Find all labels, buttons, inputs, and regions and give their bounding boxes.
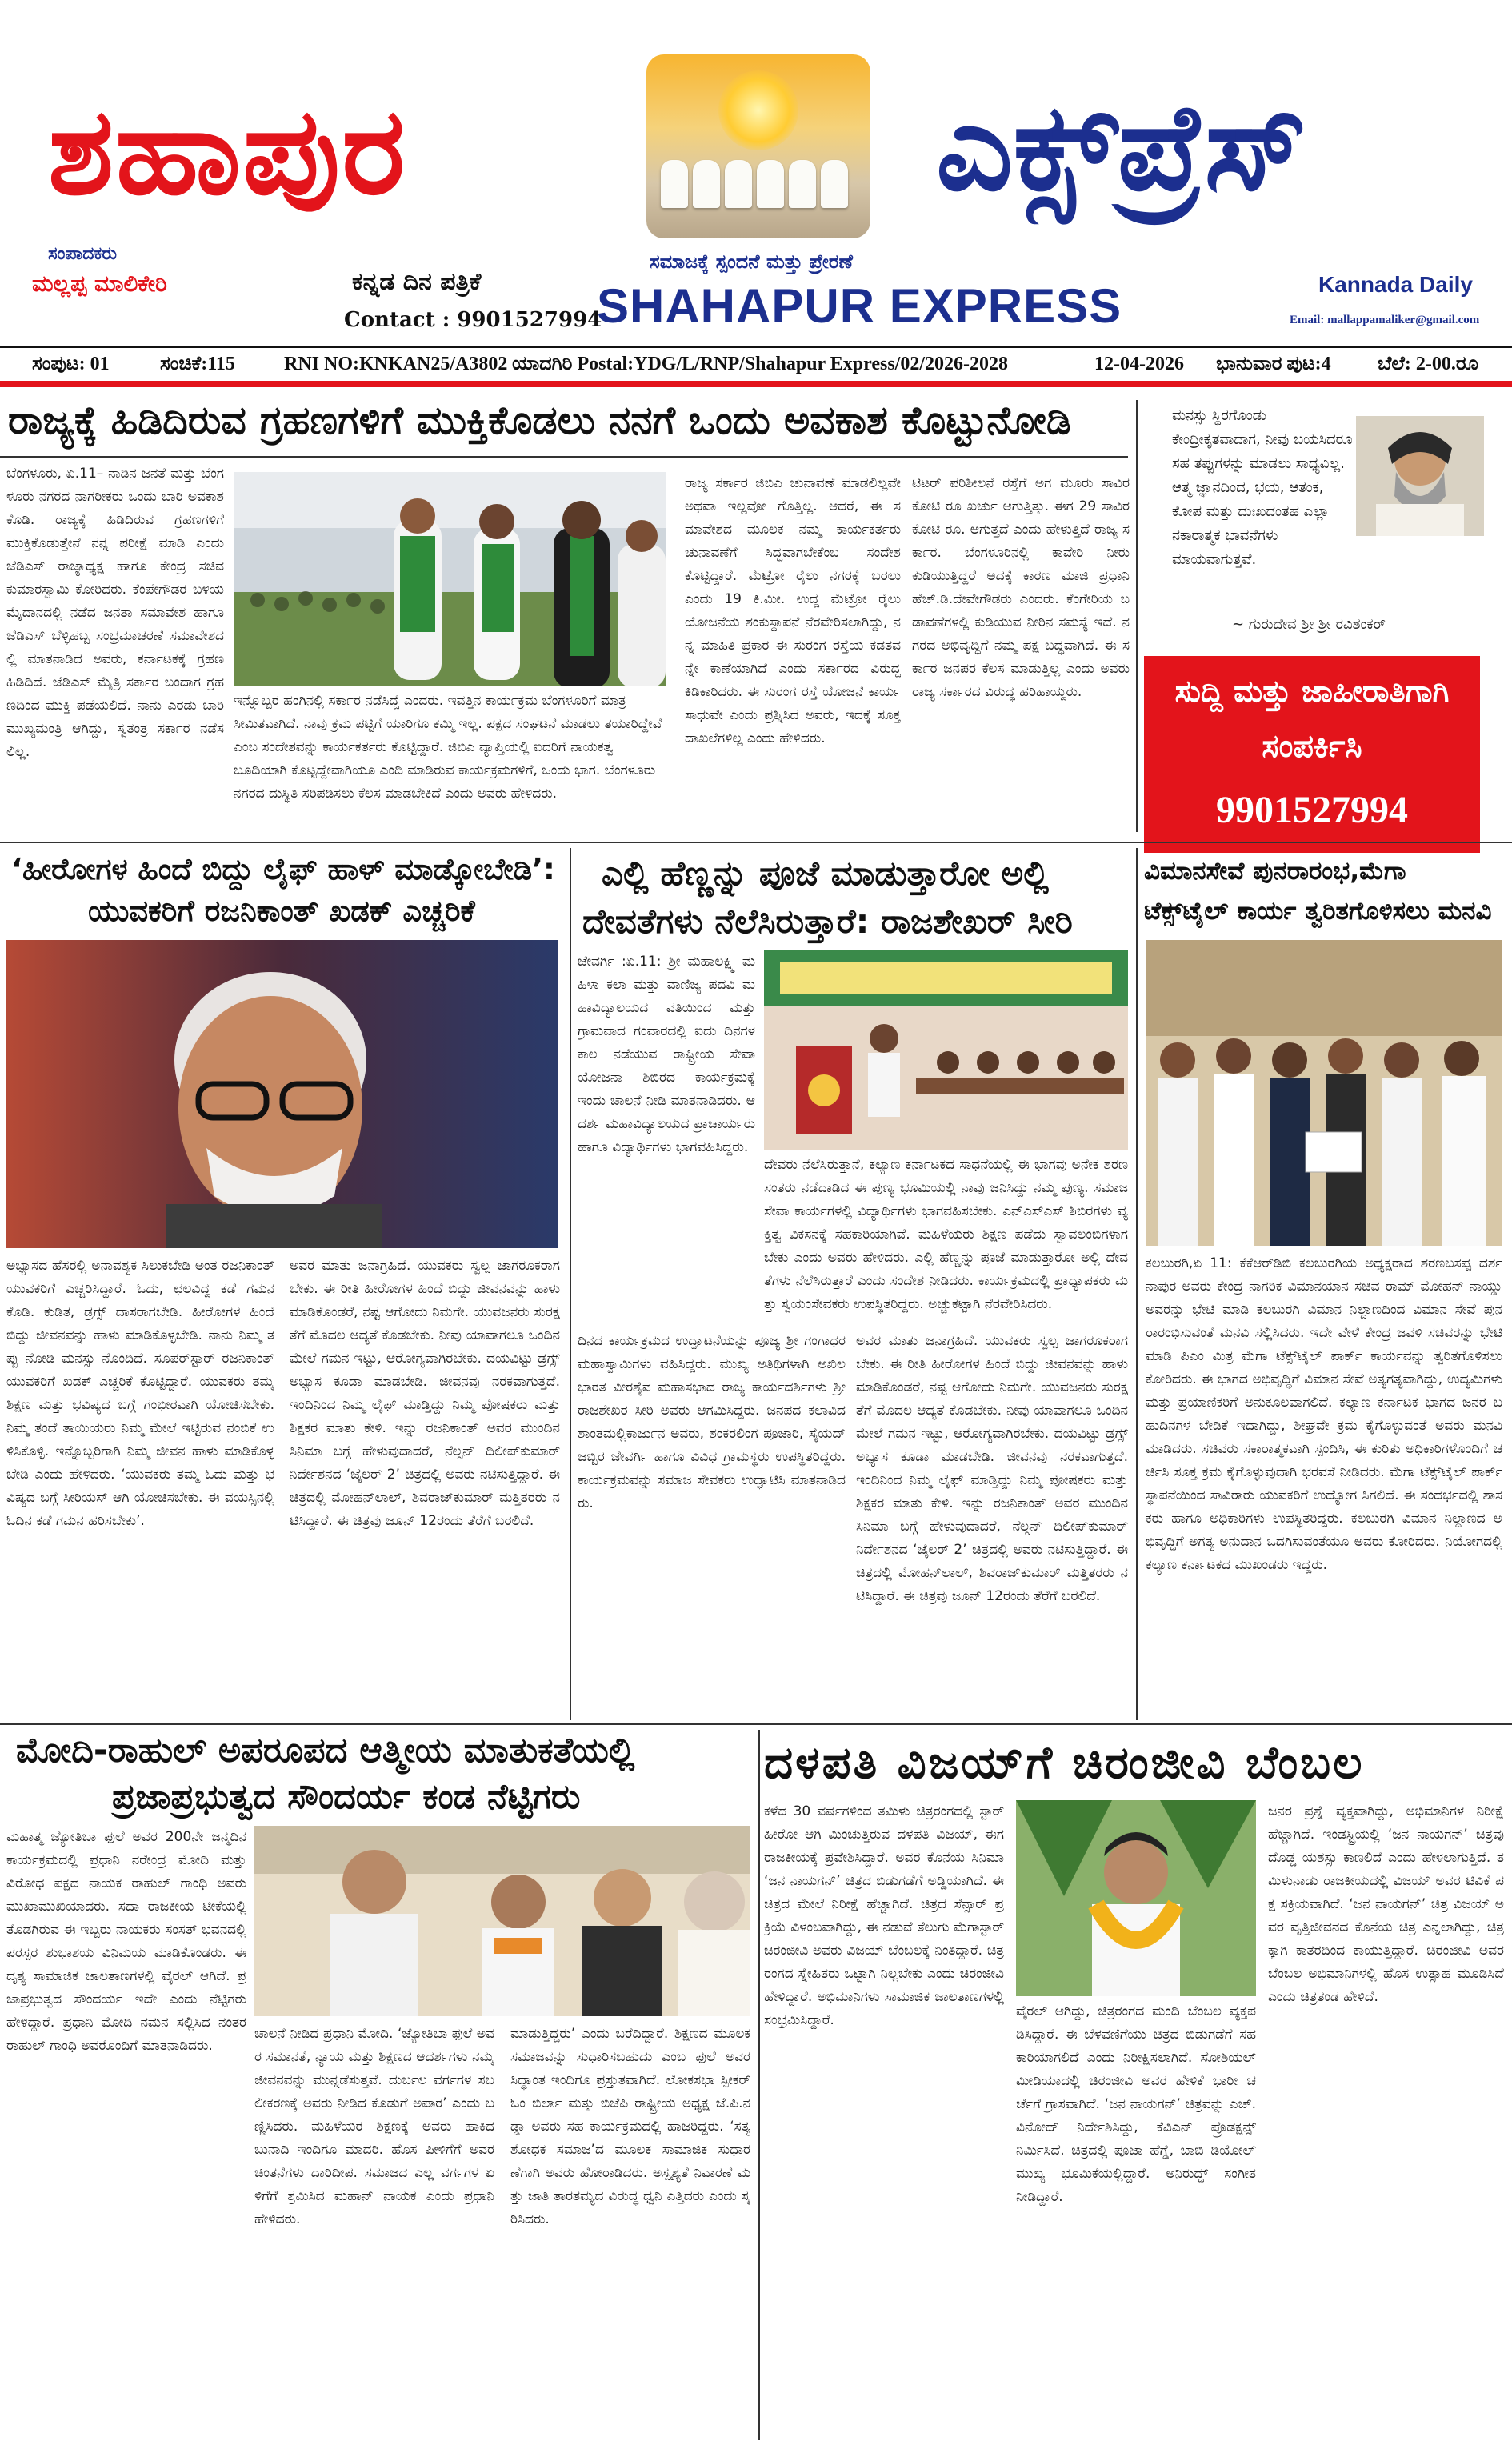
vijay-column-2: ವೈರಲ್ ಆಗಿದ್ದು, ಚಿತ್ರರಂಗದ ಮಂದಿ ಬೆಂಬಲ ವ್ಯಕ್ತಪಡಿಸಿದ್ದಾರೆ. ಈ ಬೆಳವಣಿಗೆಯು ಚಿತ್ರದ ಬಿಡುಗಡೆಗೆ ಸಹಕಾರಿಯಾಗಲಿದೆ ಎಂದು ನಿರೀಕ್ಷಿಸಲಾಗಿದೆ. ಸೋಶಿಯಲ್ ಮೀಡಿಯಾದಲ್ಲಿ ಚಿರಂಜೀವಿ ಅವರ ಹೇಳಿಕೆ ಭಾರೀ ಚರ್ಚೆಗೆ ಗ್ರಾಸವಾಗಿದೆ. ‘ಜನ ನಾಯಗನ್’ ಚಿತ್ರವನ್ನು ಎಚ್.ವಿನೋದ್ ನಿರ್ದೇಶಿಸಿದ್ದು, ಕೆವಿಎನ್ ಪ್ರೊಡಕ್ಷನ್ಸ್ ನಿರ್ಮಿಸಿದೆ. ಚಿತ್ರದಲ್ಲಿ ಪೂಜಾ ಹೆಗ್ಡೆ, ಬಾಬಿ ಡಿಯೋಲ್ ಮುಖ್ಯ ಭೂಮಿಕೆಯಲ್ಲಿದ್ದಾರೆ. ಅನಿರುದ್ಧ್ ಸಂಗೀತ ನೀಡಿದ್ದಾರೆ. xyxy=(1016,2003,1256,2205)
divider xyxy=(1136,848,1138,1720)
puja-column-2: ದಿನದ ಕಾರ್ಯಕ್ರಮದ ಉದ್ಘಾಟನೆಯನ್ನು ಪೂಜ್ಯ ಶ್ರೀ ಗಂಗಾಧರ ಮಹಾಸ್ವಾಮಿಗಳು ವಹಿಸಿದ್ದರು. ಮುಖ್ಯ ಅತಿಥಿಗಳಾಗಿ ಅಖಿಲ ಭಾರತ ವೀರಶೈವ ಮಹಾಸಭಾದ ರಾಜ್ಯ ಕಾರ್ಯದರ್ಶಿಗಳು ಶ್ರೀ ರಾಜಶೇಖರ ಸೀರಿ ಅವರು ಆಗಮಿಸಿದ್ದರು. ಜನಪದ ಕಲಾವಿದ ಶಾಂತಮಲ್ಲಿಕಾರ್ಜುನ ಅವರು, ಶಂಕರಲಿಂಗ ಪೂಜಾರಿ, ಸೈಯದ್ ಜಬ್ಬಿರ ಜೇವರ್ಗಿ ಹಾಗೂ ವಿವಿಧ ಗ್ರಾಮಸ್ಥರು ಉಪಸ್ಥಿತರಿದ್ದರು. ಕಾರ್ಯಕ್ರಮವನ್ನು ಸಮಾಜ ಸೇವಕರು ಉದ್ಘಾಟಿಸಿ ಮಾತನಾಡಿದರು. xyxy=(578,1333,846,1511)
sun-icon xyxy=(718,70,798,150)
divider xyxy=(1136,400,1138,832)
email-address: Email: mallappamaliker@gmail.com xyxy=(1290,314,1480,326)
day-pages: ಭಾನುವಾರ ಪುಟ:4 xyxy=(1216,354,1331,374)
puja-column-3: ಅವರ ಮಾತು ಜನಾಗ್ರಹಿದೆ. ಯುವಕರು ಸ್ವಲ್ಪ ಜಾಗರೂಕರಾಗಬೇಕು. ಈ ರೀತಿ ಹೀರೋಗಳ ಹಿಂದೆ ಬಿದ್ದು ಜೀವನವನ್ನು ಹಾಳು ಮಾಡಿಕೊಂಡರೆ, ನಷ್ಟ ಆಗೋದು ನಿಮಗೇ. ಯುವಜನರು ಸುರಕ್ಷತೆಗೆ ಮೊದಲ ಆದ್ಯತೆ ಕೊಡಬೇಕು. ನೀವು ಯಾವಾಗಲೂ ಒಂದಿನ ಮೇಲೆ ಗಮನ ಇಟ್ಟು, ಆರೋಗ್ಯವಾಗಿರಬೇಕು. ದಯವಿಟ್ಟು ಡ್ರಗ್ಸ್ ಅಭ್ಯಾಸ ಕೂಡಾ ಮಾಡಬೇಡಿ. ಜೀವನವು ನರಕವಾಗುತ್ತದೆ. ಇಂದಿನಿಂದ ನಿಮ್ಮ ಲೈಫ್ ಮಾಡ್ತಿದ್ದು ನಿಮ್ಮ ಪೋಷಕರು ಮತ್ತು ಶಿಕ್ಷಕರ ಮಾತು ಕೇಳಿ. ಇನ್ನು ರಜನಿಕಾಂತ್ ಅವರ ಮುಂದಿನ ಸಿನಿಮಾ ಬಗ್ಗೆ ಹೇಳುವುದಾದರೆ, ನೆಲ್ಸನ್ ದಿಲೀಪ್‌ಕುಮಾರ್ ನಿರ್ದೇಶನದ ‘ಜೈಲರ್ 2’ ಚಿತ್ರದಲ್ಲಿ ಅವರು ನಟಿಸುತ್ತಿದ್ದಾರೆ. ಈ ಚಿತ್ರದಲ್ಲಿ ಮೋಹನ್‌ಲಾಲ್, ಶಿವರಾಜ್‌ಕುಮಾರ್ ಮತ್ತಿತರರು ನಟಿಸಿದ್ದಾರೆ. ಈ ಚಿತ್ರವು ಜೂನ್ 12ರಂದು ತೆರೆಗೆ ಬರಲಿದೆ. xyxy=(856,1333,1128,1604)
volume: ಸಂಪುಟ: 01 xyxy=(32,354,110,374)
price: ಬೆಲೆ: 2-00.ರೂ xyxy=(1378,354,1478,374)
quote-text: ಮನಸ್ಸು ಸ್ಥಿರಗೊಂಡು ಕೇಂದ್ರೀಕೃತವಾದಾಗ, ನೀವು ಬಯಸಿದರೂ ಸಹ ತಪ್ಪುಗಳನ್ನು ಮಾಡಲು ಸಾಧ್ಯವಿಲ್ಲ. ಆತ್ಮ ಜ್ಞಾನದಿಂದ, ಭಯ, ಆತಂಕ, ಕೋಪ ಮತ್ತು ದುಃಖದಂತಹ ಎಲ್ಲಾ ನಕಾರಾತ್ಮಕ ಭಾವನೆಗಳು ಮಾಯವಾಗುತ್ತವೆ. xyxy=(1172,407,1353,568)
issue: ಸಂಚಿಕೆ:115 xyxy=(160,354,235,374)
divider xyxy=(0,456,1128,458)
horse-icon xyxy=(757,160,784,208)
divider xyxy=(0,842,1512,843)
ad-contact-box xyxy=(1144,656,1480,853)
horse-icon xyxy=(821,160,848,208)
masthead-title-left: ಶಹಾಪುರ xyxy=(48,82,407,222)
kannada-daily-label: Kannada Daily xyxy=(1318,272,1473,297)
airport-headline-2: ಟೆಕ್ಸ್‌ಟೈಲ್ ಕಾರ್ಯ ತ್ವರಿತಗೊಳಿಸಲು ಮನವಿ xyxy=(1144,897,1492,926)
rally-photo xyxy=(234,472,666,686)
airport-meeting-photo xyxy=(1146,940,1502,1246)
modi-column-1: ಮಹಾತ್ಮ ಜ್ಯೋತಿಬಾ ಫುಲೆ ಅವರ 200ನೇ ಜನ್ಮದಿನ ಕಾರ್ಯಕ್ರಮದಲ್ಲಿ ಪ್ರಧಾನಿ ನರೇಂದ್ರ ಮೋದಿ ಮತ್ತು ವಿರೋಧ ಪಕ್ಷದ ನಾಯಕ ರಾಹುಲ್ ಗಾಂಧಿ ಅವರು ಮುಖಾಮುಖಿಯಾದರು. ಸದಾ ರಾಜಕೀಯ ಟೀಕೆಯಲ್ಲಿ ತೊಡಗಿರುವ ಈ ಇಬ್ಬರು ನಾಯಕರು ಸಂಸತ್ ಭವನದಲ್ಲಿ ಪರಸ್ಪರ ಶುಭಾಶಯ ವಿನಿಮಯ ಮಾಡಿಕೊಂಡರು. ಈ ದೃಶ್ಯ ಸಾಮಾಜಿಕ ಜಾಲತಾಣಗಳಲ್ಲಿ ವೈರಲ್ ಆಗಿದೆ. ಪ್ರಜಾಪ್ರಭುತ್ವದ ಸೌಂದರ್ಯ ಇದೇ ಎಂದು ನೆಟ್ಟಿಗರು ಹೇಳಿದ್ದಾರೆ. ಪ್ರಧಾನಿ ಮೋದಿ ನಮನ ಸಲ್ಲಿಸಿದ ನಂತರ ರಾಹುಲ್ ಗಾಂಧಿ ಅವರೊಂದಿಗೆ ಮಾತನಾಡಿದರು. xyxy=(6,1829,246,2054)
rajinikanth-photo xyxy=(6,940,558,1248)
divider xyxy=(570,848,571,1720)
rajini-headline-1: ‘ಹೀರೋಗಳ ಹಿಂದೆ ಬಿದ್ದು ಲೈಫ್ ಹಾಳ್ ಮಾಡ್ಕೋಬೇಡಿ’: xyxy=(11,852,555,886)
puja-headline-2: ದೇವತೆಗಳು ನೆಲೆಸಿರುತ್ತಾರೆ: ರಾಜಶೇಖರ್ ಸೀರಿ xyxy=(582,902,1073,941)
modi-rahul-photo xyxy=(254,1826,750,2016)
modi-column-2: ಚಾಲನೆ ನೀಡಿದ ಪ್ರಧಾನಿ ಮೋದಿ. ‘ಜ್ಯೋತಿಬಾ ಫುಲೆ ಅವರ ಸಮಾನತೆ, ನ್ಯಾಯ ಮತ್ತು ಶಿಕ್ಷಣದ ಆದರ್ಶಗಳು ನಮ್ಮ ಜೀವನವನ್ನು ಮುನ್ನಡೆಸುತ್ತವೆ. ದುರ್ಬಲ ವರ್ಗಗಳ ಸಬಲೀಕರಣಕ್ಕೆ ಅವರು ನೀಡಿದ ಕೊಡುಗೆ ಅಪಾರ’ ಎಂದು ಬಣ್ಣಿಸಿದರು. ಮಹಿಳೆಯರ ಶಿಕ್ಷಣಕ್ಕೆ ಅವರು ಹಾಕಿದ ಬುನಾದಿ ಇಂದಿಗೂ ಮಾದರಿ. ಹೊಸ ಪೀಳಿಗೆಗೆ ಅವರ ಚಿಂತನೆಗಳು ದಾರಿದೀಪ. ಸಮಾಜದ ಎಲ್ಲ ವರ್ಗಗಳ ಏಳಿಗೆಗೆ ಶ್ರಮಿಸಿದ ಮಹಾನ್ ನಾಯಕ ಎಂದು ಪ್ರಧಾನಿ ಹೇಳಿದರು. xyxy=(254,2026,494,2227)
issue-date: 12-04-2026 xyxy=(1094,354,1184,374)
puja-column-1: ಜೇವರ್ಗಿ :ಏ.11: ಶ್ರೀ ಮಹಾಲಕ್ಷ್ಮಿ ಮಹಿಳಾ ಕಲಾ ಮತ್ತು ವಾಣಿಜ್ಯ ಪದವಿ ಮಹಾವಿದ್ಯಾಲಯದ ವತಿಯಿಂದ ಮತ್ತು ಗ್ರಾಮವಾದ ಗಂವಾರದಲ್ಲಿ ಐದು ದಿನಗಳ ಕಾಲ ನಡೆಯುವ ರಾಷ್ಟ್ರೀಯ ಸೇವಾ ಯೋಜನಾ ಶಿಬಿರದ ಕಾರ್ಯಕ್ರಮಕ್ಕೆ ಇಂದು ಚಾಲನೆ ನೀಡಿ ಮಾತನಾಡಿದರು. ಆದರ್ಶ ಮಹಾವಿದ್ಯಾಲಯದ ಪ್ರಾಚಾರ್ಯರು ಹಾಗೂ ವಿದ್ಯಾರ್ಥಿಗಳು ಭಾಗವಹಿಸಿದ್ದರು. xyxy=(578,954,755,1155)
horse-icon xyxy=(661,160,688,208)
masthead-title-en: SHAHAPUR EXPRESS xyxy=(597,279,1122,333)
editor-label: ಸಂಪಾದಕರು xyxy=(48,244,118,264)
quote-author: ~ ಗುರುದೇವ ಶ್ರೀ ಶ್ರೀ ರವಿಶಂಕರ್ xyxy=(1232,616,1386,633)
modi-headline-1: ಮೋದಿ-ರಾಹುಲ್ ಅಪರೂಪದ ಆತ್ಮೀಯ ಮಾತುಕತೆಯಲ್ಲಿ xyxy=(16,1731,635,1771)
divider xyxy=(0,1723,1512,1725)
lead-headline: ರಾಜ್ಯಕ್ಕೆ ಹಿಡಿದಿರುವ ಗ್ರಹಣಗಳಿಗೆ ಮುಕ್ತಿಕೊಡಲು ನನಗೆ ಒಂದು ಅವಕಾಶ ಕೊಟ್ಟುನೋಡಿ xyxy=(8,398,1071,443)
airport-headline-1: ವಿಮಾನಸೇವೆ ಪುನರಾರಂಭ,ಮೆಗಾ xyxy=(1144,857,1406,886)
info-bar xyxy=(0,350,1512,382)
horse-icon xyxy=(693,160,720,208)
slogan: ಸಮಾಜಕ್ಕೆ ಸ್ಪಂದನೆ ಮತ್ತು ಪ್ರೇರಣೆ xyxy=(650,250,854,273)
modi-headline-2: ಪ್ರಜಾಪ್ರಭುತ್ವದ ಸೌಂದರ್ಯ ಕಂಡ ನೆಟ್ಟಿಗರು xyxy=(112,1777,581,1817)
rajini-column-1: ಅಭ್ಯಾಸದ ಹೆಸರಲ್ಲಿ ಅನಾವಶ್ಯಕ ಸಿಲುಕಬೇಡಿ ಅಂತ ರಜನಿಕಾಂತ್ ಯುವಕರಿಗೆ ಎಚ್ಚರಿಸಿದ್ದಾರೆ. ಓದು, ಛಲವಿದ್ದ ಕಡೆ ಗಮನ ಕೊಡಿ. ಕುಡಿತ, ಡ್ರಗ್ಸ್ ದಾಸರಾಗಬೇಡಿ. ಹೀರೋಗಳ ಹಿಂದೆ ಬಿದ್ದು ಜೀವನವನ್ನು ಹಾಳು ಮಾಡಿಕೊಳ್ಳಬೇಡಿ. ನಾನು ನಿಮ್ಮ ತಪ್ಪು ನೋಡಿ ಮನಸ್ಸು ನೊಂದಿದೆ. ಸೂಪರ್‌ಸ್ಟಾರ್ ರಜನಿಕಾಂತ್ ಯುವಕರಿಗೆ ಖಡಕ್ ಎಚ್ಚರಿಕೆ ಕೊಟ್ಟಿದ್ದಾರೆ. ಯುವಕರು ತಮ್ಮ ಶಿಕ್ಷಣ ಮತ್ತು ಭವಿಷ್ಯದ ಬಗ್ಗೆ ಗಂಭೀರವಾಗಿ ಯೋಚಿಸಬೇಕು. ನಿಮ್ಮ ತಂದೆ ತಾಯಿಯರು ನಿಮ್ಮ ಮೇಲೆ ಇಟ್ಟಿರುವ ನಂಬಿಕೆ ಉಳಿಸಿಕೊಳ್ಳಿ. ಇನ್ನೊಬ್ಬರಿಗಾಗಿ ನಿಮ್ಮ ಜೀವನ ಹಾಳು ಮಾಡಿಕೊಳ್ಳಬೇಡಿ ಎಂದು ಹೇಳಿದರು. ‘ಯುವಕರು ತಮ್ಮ ಓದು ಮತ್ತು ಭವಿಷ್ಯದ ಬಗ್ಗೆ ಸೀರಿಯಸ್ ಆಗಿ ಯೋಚಿಸಬೇಕು. ಈ ವಯಸ್ಸಿನಲ್ಲಿ ಓದಿನ ಕಡೆ ಗಮನ ಹರಿಸಬೇಕು’. xyxy=(6,1258,274,1529)
postal-reg: ಯಾದಗಿರಿ Postal:YDG/L/RNP/Shahapur Express/02/2026-2028 xyxy=(512,354,1008,374)
rajini-headline-2: ಯುವಕರಿಗೆ ರಜನಿಕಾಂತ್ ಖಡಕ್ ಎಚ್ಚರಿಕೆ xyxy=(88,894,475,928)
vijay-headline: ದಳಪತಿ ವಿಜಯ್‌ಗೆ ಚಿರಂಜೀವಿ ಬೆಂಬಲ xyxy=(764,1737,1365,1789)
modi-column-3: ಮಾಡುತ್ತಿದ್ದರು’ ಎಂದು ಬರೆದಿದ್ದಾರೆ. ಶಿಕ್ಷಣದ ಮೂಲಕ ಸಮಾಜವನ್ನು ಸುಧಾರಿಸಬಹುದು ಎಂಬ ಫುಲೆ ಅವರ ಸಿದ್ಧಾಂತ ಇಂದಿಗೂ ಪ್ರಸ್ತುತವಾಗಿದೆ. ಲೋಕಸಭಾ ಸ್ಪೀಕರ್ ಓಂ ಬಿರ್ಲಾ ಮತ್ತು ಬಿಜೆಪಿ ರಾಷ್ಟ್ರೀಯ ಅಧ್ಯಕ್ಷ ಜೆ.ಪಿ.ನಡ್ಡಾ ಅವರು ಸಹ ಕಾರ್ಯಕ್ರಮದಲ್ಲಿ ಹಾಜರಿದ್ದರು. ‘ಸತ್ಯಶೋಧಕ ಸಮಾಜ’ದ ಮೂಲಕ ಸಾಮಾಜಿಕ ಸುಧಾರಣೆಗಾಗಿ ಅವರು ಹೋರಾಡಿದರು. ಅಸ್ಪೃಶ್ಯತೆ ನಿವಾರಣೆ ಮತ್ತು ಜಾತಿ ತಾರತಮ್ಯದ ವಿರುದ್ಧ ಧ್ವನಿ ಎತ್ತಿದರು ಎಂದು ಸ್ಮರಿಸಿದರು. xyxy=(510,2026,750,2227)
airport-body: ಕಲಬುರಗಿ,ಏ 11: ಕೆಕೆಆರ್‌ಡಿಬಿ ಕಲಬುರಗಿಯ ಅಧ್ಯಕ್ಷರಾದ ಶರಣಬಸಪ್ಪ ದರ್ಶನಾಪುರ ಅವರು ಕೇಂದ್ರ ನಾಗರಿಕ ವಿಮಾನಯಾನ ಸಚಿವ ರಾಮ್ ಮೋಹನ್ ನಾಯ್ಡು ಅವರನ್ನು ಭೇಟಿ ಮಾಡಿ ಕಲಬುರಗಿ ವಿಮಾನ ನಿಲ್ದಾಣದಿಂದ ವಿಮಾನ ಸೇವೆ ಪುನರಾರಂಭಿಸುವಂತೆ ಮನವಿ ಸಲ್ಲಿಸಿದರು. ಇದೇ ವೇಳೆ ಕೇಂದ್ರ ಜವಳಿ ಸಚಿವರನ್ನು ಭೇಟಿ ಮಾಡಿ ಪಿಎಂ ಮಿತ್ರ ಮೆಗಾ ಟೆಕ್ಸ್‌ಟೈಲ್ ಪಾರ್ಕ್ ಕಾರ್ಯವನ್ನು ತ್ವರಿತಗೊಳಿಸಲು ಕೋರಿದರು. ಈ ಭಾಗದ ಅಭಿವೃದ್ಧಿಗೆ ವಿಮಾನ ಸೇವೆ ಅತ್ಯಗತ್ಯವಾಗಿದ್ದು, ಉದ್ಯಮಿಗಳು ಮತ್ತು ಪ್ರಯಾಣಿಕರಿಗೆ ಅನುಕೂಲವಾಗಲಿದೆ. ಕಲ್ಯಾಣ ಕರ್ನಾಟಕ ಭಾಗದ ಜನರ ಬಹುದಿನಗಳ ಬೇಡಿಕೆ ಇದಾಗಿದ್ದು, ಶೀಘ್ರವೇ ಕ್ರಮ ಕೈಗೊಳ್ಳುವಂತೆ ಅವರು ಮನವಿ ಮಾಡಿದರು. ಸಚಿವರು ಸಕಾರಾತ್ಮಕವಾಗಿ ಸ್ಪಂದಿಸಿ, ಈ ಕುರಿತು ಅಧಿಕಾರಿಗಳೊಂದಿಗೆ ಚರ್ಚಿಸಿ ಸೂಕ್ತ ಕ್ರಮ ಕೈಗೊಳ್ಳುವುದಾಗಿ ಭರವಸೆ ನೀಡಿದರು. ಮೆಗಾ ಟೆಕ್ಸ್‌ಟೈಲ್ ಪಾರ್ಕ್ ಸ್ಥಾಪನೆಯಿಂದ ಸಾವಿರಾರು ಯುವಕರಿಗೆ ಉದ್ಯೋಗ ಸಿಗಲಿದೆ. ಈ ಸಂದರ್ಭದಲ್ಲಿ ಶಾಸಕರು ಹಾಗೂ ಅಧಿಕಾರಿಗಳು ಉಪಸ್ಥಿತರಿದ್ದರು. ಕಲಬುರಗಿ ವಿಮಾನ ನಿಲ್ದಾಣದ ಅಭಿವೃದ್ಧಿಗೆ ಅಗತ್ಯ ಅನುದಾನ ಒದಗಿಸುವಂತೆಯೂ ಅವರು ಕೋರಿದರು. ನಿಯೋಗದಲ್ಲಿ ಕಲ್ಯಾಣ ಕರ್ನಾಟಕದ ಮುಖಂಡರು ಇದ್ದರು. xyxy=(1146,1255,1502,1573)
masthead-title-right: ಎಕ್ಸ್‌ಪ್ರೆಸ್ xyxy=(936,78,1307,218)
lead-column-3: ರಾಜ್ಯ ಸರ್ಕಾರ ಜಿಬಿಎ ಚುನಾವಣೆ ಮಾಡಲಿಲ್ಲವೇ ಅಥವಾ ಇಲ್ಲವೋ ಗೊತ್ತಿಲ್ಲ. ಆದರೆ, ಈ ಸಮಾವೇಶದ ಮೂಲಕ ನಮ್ಮ ಕಾರ್ಯಕರ್ತರು ಚುನಾವಣೆಗೆ ಸಿದ್ಧವಾಗಬೇಕೆಂಬ ಸಂದೇಶ ಕೊಟ್ಟಿದ್ದಾರೆ. ಮೆಟ್ರೋ ರೈಲು ನಗರಕ್ಕೆ ಬರಲು ಎಂದು 19 ಕಿ.ಮೀ. ಉದ್ದ ಮೆಟ್ರೋ ರೈಲು ಯೋಜನೆಯ ಶಂಕುಸ್ಥಾಪನೆ ನೆರವೇರಿಸಲಾಗಿದ್ದು, ನನ್ನ ಮಾಹಿತಿ ಪ್ರಕಾರ ಈ ಸುರಂಗ ರಸ್ತೆಯ ಕಡತವನ್ನೇ ಕಾಣೆಯಾಗಿದೆ ಎಂದು ಸರ್ಕಾರದ ವಿರುದ್ಧ ಕಿಡಿಕಾರಿದರು. ಈ ಸುರಂಗ ರಸ್ತೆ ಯೋಜನೆ ಕಾರ್ಯಸಾಧುವೇ ಎಂದು ಪ್ರಶ್ನಿಸಿದ ಅವರು, ಇದಕ್ಕೆ ಸೂಕ್ತ ದಾಖಲೆಗಳಿಲ್ಲ ಎಂದು ಹೇಳಿದರು. xyxy=(685,475,901,746)
lead-caption: ಇನ್ನೊಬ್ಬರ ಹಂಗಿನಲ್ಲಿ ಸರ್ಕಾರ ನಡೆಸಿದ್ದೆ ಎಂದರು. ಇವತ್ತಿನ ಕಾರ್ಯಕ್ರಮ ಬೆಂಗಳೂರಿಗೆ ಮಾತ್ರ ಸೀಮಿತವಾಗಿದೆ. ನಾವು ಕ್ರಮ ಪಟ್ಟಿಗೆ ಯಾರಿಗೂ ಕಮ್ಮಿ ಇಲ್ಲ. ಪಕ್ಷದ ಸಂಘಟನೆ ಮಾಡಲು ತಯಾರಿದ್ದೇವೆ ಎಂಬ ಸಂದೇಶವನ್ನು ಕಾರ್ಯಕರ್ತರು ಕೊಟ್ಟಿದ್ದಾರೆ. ಜಿಬಿಎ ವ್ಯಾಪ್ತಿಯಲ್ಲಿ ಐದರಿಗೆ ನಾಯಕತ್ವ ಬೂದಿಯಾಗಿ ಕೊಟ್ಟದ್ದೇವಾಗಿಯೂ ಎಂದಿ ಮಾಡಿರುವ ಕಾರ್ಯಕ್ರಮಗಳಿಗೆ, ಒಂದು ಭಾಗ. ಬೆಂಗಳೂರು ನಗರದ ದುಸ್ಥಿತಿ ಸರಿಪಡಿಸಲು ಕೆಲಸ ಮಾಡಬೇಕಿದೆ ಎಂದು ಅವರು ಹೇಳಿದರು. xyxy=(234,693,662,802)
horses-logo xyxy=(646,54,870,238)
editor-name: ಮಲ್ಲಪ್ಪ ಮಾಲಿಕೇರಿ xyxy=(32,270,167,297)
divider xyxy=(0,346,1512,348)
rajini-column-2: ಅವರ ಮಾತು ಜನಾಗ್ರಹಿದೆ. ಯುವಕರು ಸ್ವಲ್ಪ ಜಾಗರೂಕರಾಗಬೇಕು. ಈ ರೀತಿ ಹೀರೋಗಳ ಹಿಂದೆ ಬಿದ್ದು ಜೀವನವನ್ನು ಹಾಳು ಮಾಡಿಕೊಂಡರೆ, ನಷ್ಟ ಆಗೋದು ನಿಮಗೇ. ಯುವಜನರು ಸುರಕ್ಷತೆಗೆ ಮೊದಲ ಆದ್ಯತೆ ಕೊಡಬೇಕು. ನೀವು ಯಾವಾಗಲೂ ಒಂದಿನ ಮೇಲೆ ಗಮನ ಇಟ್ಟು, ಆರೋಗ್ಯವಾಗಿರಬೇಕು. ದಯವಿಟ್ಟು ಡ್ರಗ್ಸ್ ಅಭ್ಯಾಸ ಕೂಡಾ ಮಾಡಬೇಡಿ. ಜೀವನವು ನರಕವಾಗುತ್ತದೆ. ಇಂದಿನಿಂದ ನಿಮ್ಮ ಲೈಫ್ ಮಾಡ್ತಿದ್ದು ನಿಮ್ಮ ಪೋಷಕರು ಮತ್ತು ಶಿಕ್ಷಕರ ಮಾತು ಕೇಳಿ. ಇನ್ನು ರಜನಿಕಾಂತ್ ಅವರ ಮುಂದಿನ ಸಿನಿಮಾ ಬಗ್ಗೆ ಹೇಳುವುದಾದರೆ, ನೆಲ್ಸನ್ ದಿಲೀಪ್‌ಕುಮಾರ್ ನಿರ್ದೇಶನದ ‘ಜೈಲರ್ 2’ ಚಿತ್ರದಲ್ಲಿ ಅವರು ನಟಿಸುತ್ತಿದ್ದಾರೆ. ಈ ಚಿತ್ರದಲ್ಲಿ ಮೋಹನ್‌ಲಾಲ್, ಶಿವರಾಜ್‌ಕುಮಾರ್ ಮತ್ತಿತರರು ನಟಿಸಿದ್ದಾರೆ. ಈ ಚಿತ್ರವು ಜೂನ್ 12ರಂದು ತೆರೆಗೆ ಬರಲಿದೆ. xyxy=(290,1258,560,1529)
ad-phone: 9901527994 xyxy=(1216,789,1408,831)
rni-number: RNI NO:KNKAN25/A3802 xyxy=(284,354,508,374)
ad-line-2: ಸಂಪರ್ಕಿಸಿ xyxy=(1262,728,1362,765)
contact-number: Contact : 9901527994 xyxy=(344,308,602,332)
daily-label-kn: ಕನ್ನಡ ದಿನ ಪತ್ರಿಕೆ xyxy=(352,268,482,296)
horse-icon xyxy=(789,160,816,208)
vijay-column-1: ಕಳೆದ 30 ವರ್ಷಗಳಿಂದ ತಮಿಳು ಚಿತ್ರರಂಗದಲ್ಲಿ ಸ್ಟಾರ್ ಹೀರೋ ಆಗಿ ಮಿಂಚುತ್ತಿರುವ ದಳಪತಿ ವಿಜಯ್, ಈಗ ರಾಜಕೀಯಕ್ಕೆ ಪ್ರವೇಶಿಸಿದ್ದಾರೆ. ಅವರ ಕೊನೆಯ ಸಿನಿಮಾ ‘ಜನ ನಾಯಗನ್’ ಚಿತ್ರದ ಬಿಡುಗಡೆಗೆ ಅಡ್ಡಿಯಾಗಿದೆ. ಈ ಚಿತ್ರದ ಮೇಲೆ ನಿರೀಕ್ಷೆ ಹೆಚ್ಚಾಗಿದೆ. ಚಿತ್ರದ ಸೆನ್ಸಾರ್ ಪ್ರಕ್ರಿಯೆ ವಿಳಂಬವಾಗಿದ್ದು, ಈ ನಡುವೆ ತೆಲುಗು ಮೆಗಾಸ್ಟಾರ್ ಚಿರಂಜೀವಿ ಅವರು ವಿಜಯ್ ಬೆಂಬಲಕ್ಕೆ ನಿಂತಿದ್ದಾರೆ. ಚಿತ್ರರಂಗದ ಸ್ನೇಹಿತರು ಒಟ್ಟಾಗಿ ನಿಲ್ಲಬೇಕು ಎಂದು ಚಿರಂಜೀವಿ ಹೇಳಿದ್ದಾರೆ. ಅಭಿಮಾನಿಗಳು ಸಾಮಾಜಿಕ ಜಾಲತಾಣಗಳಲ್ಲಿ ಸಂಭ್ರಮಿಸಿದ್ದಾರೆ. xyxy=(764,1803,1004,2028)
divider xyxy=(0,381,1512,387)
puja-event-photo xyxy=(764,950,1128,1150)
vijay-photo xyxy=(1016,1800,1256,1996)
guru-portrait xyxy=(1356,416,1484,536)
vijay-column-3: ಜನರ ಪ್ರಶ್ನೆ ವ್ಯಕ್ತವಾಗಿದ್ದು, ಅಭಿಮಾನಿಗಳ ನಿರೀಕ್ಷೆ ಹೆಚ್ಚಾಗಿದೆ. ಇಂಡಸ್ಟ್ರಿಯಲ್ಲಿ ‘ಜನ ನಾಯಗನ್’ ಚಿತ್ರವು ದೊಡ್ಡ ಯಶಸ್ಸು ಕಾಣಲಿದೆ ಎಂದು ಹೇಳಲಾಗುತ್ತಿದೆ. ತಮಿಳುನಾಡು ರಾಜಕೀಯದಲ್ಲಿ ವಿಜಯ್ ಅವರ ಟಿವಿಕೆ ಪಕ್ಷ ಸಕ್ರಿಯವಾಗಿದೆ. ‘ಜನ ನಾಯಗನ್’ ಚಿತ್ರ ವಿಜಯ್ ಅವರ ವೃತ್ತಿಜೀವನದ ಕೊನೆಯ ಚಿತ್ರ ಎನ್ನಲಾಗಿದ್ದು, ಚಿತ್ರಕ್ಕಾಗಿ ಕಾತರದಿಂದ ಕಾಯುತ್ತಿದ್ದಾರೆ. ಚಿರಂಜೀವಿ ಅವರ ಬೆಂಬಲ ಅಭಿಮಾನಿಗಳಲ್ಲಿ ಹೊಸ ಉತ್ಸಾಹ ಮೂಡಿಸಿದೆ ಎಂದು ಚಿತ್ರತಂಡ ಹೇಳಿದೆ. xyxy=(1268,1803,1504,2005)
puja-headline-1: ಎಲ್ಲಿ ಹೆಣ್ಣನ್ನು ಪೂಜೆ ಮಾಡುತ್ತಾರೋ ಅಲ್ಲಿ xyxy=(602,854,1049,893)
horse-icon xyxy=(725,160,752,208)
divider xyxy=(758,1730,760,2440)
puja-column-2b: ದೇವರು ನೆಲೆಸಿರುತ್ತಾನೆ, ಕಲ್ಯಾಣ ಕರ್ನಾಟಕದ ಸಾಧನೆಯಲ್ಲಿ ಈ ಭಾಗವು ಅನೇಕ ಶರಣ ಸಂತರು ನಡೆದಾಡಿದ ಈ ಪುಣ್ಯ ಭೂಮಿಯಲ್ಲಿ ನಾವು ಜನಿಸಿದ್ದು ನಮ್ಮ ಪುಣ್ಯ. ಸಮಾಜ ಸೇವಾ ಕಾರ್ಯಗಳಲ್ಲಿ ವಿದ್ಯಾರ್ಥಿಗಳು ಭಾಗವಹಿಸಬೇಕು. ಎನ್‌ಎಸ್‌ಎಸ್ ಶಿಬಿರಗಳು ವ್ಯಕ್ತಿತ್ವ ವಿಕಸನಕ್ಕೆ ಸಹಕಾರಿಯಾಗಿವೆ. ಮಹಿಳೆಯರು ಶಿಕ್ಷಣ ಪಡೆದು ಸ್ವಾವಲಂಬಿಗಳಾಗಬೇಕು ಎಂದು ಅವರು ಹೇಳಿದರು. ಎಲ್ಲಿ ಹೆಣ್ಣನ್ನು ಪೂಜೆ ಮಾಡುತ್ತಾರೋ ಅಲ್ಲಿ ದೇವತೆಗಳು ನೆಲೆಸಿರುತ್ತಾರೆ ಎಂದು ಸಂದೇಶ ನೀಡಿದರು. ಕಾರ್ಯಕ್ರಮದಲ್ಲಿ ಪ್ರಾಧ್ಯಾಪಕರು ಮತ್ತು ಸ್ವಯಂಸೇವಕರು ಉಪಸ್ಥಿತರಿದ್ದರು. ಅಚ್ಚುಕಟ್ಟಾಗಿ ನೆರವೇರಿಸಿದರು. xyxy=(764,1157,1128,1312)
ad-line-1: ಸುದ್ದಿ ಮತ್ತು ಜಾಹೀರಾತಿಗಾಗಿ xyxy=(1174,674,1450,709)
lead-column-4: ಟಿಟರ್ ಪರಿಶೀಲನೆ ರಸ್ತೆಗೆ ಅಗ ಮೂರು ಸಾವಿರ ಕೋಟಿ ರೂ ಖರ್ಚು ಆಗುತ್ತಿತ್ತು. ಈಗ 29 ಸಾವಿರ ಕೋಟಿ ರೂ. ಆಗುತ್ತದೆ ಎಂದು ಹೇಳುತ್ತಿದೆ ರಾಜ್ಯ ಸರ್ಕಾರ. ಬೆಂಗಳೂರಿನಲ್ಲಿ ಕಾವೇರಿ ನೀರು ಕುಡಿಯುತ್ತಿದ್ದರೆ ಅದಕ್ಕೆ ಕಾರಣ ಮಾಜಿ ಪ್ರಧಾನಿ ಹೆಚ್.ಡಿ.ದೇವೇಗೌಡರು ಎಂದರು. ಕೆಂಗೇರಿಯ ಬಡಾವಣೆಗಳಲ್ಲಿ ಕುಡಿಯುವ ನೀರಿನ ಸಮಸ್ಯೆ ಇದೆ. ನಗರದ ಅಭಿವೃದ್ಧಿಗೆ ನಮ್ಮ ಪಕ್ಷ ಬದ್ಧವಾಗಿದೆ. ಈ ಸರ್ಕಾರ ಜನಪರ ಕೆಲಸ ಮಾಡುತ್ತಿಲ್ಲ ಎಂದು ಅವರು ರಾಜ್ಯ ಸರ್ಕಾರದ ವಿರುದ್ಧ ಹರಿಹಾಯ್ದರು. xyxy=(912,475,1130,700)
lead-column-1: ಬೆಂಗಳೂರು, ಏ.11– ನಾಡಿನ ಜನತೆ ಮತ್ತು ಬೆಂಗಳೂರು ನಗರದ ನಾಗರೀಕರು ಒಂದು ಬಾರಿ ಅವಕಾಶ ಕೊಡಿ. ರಾಜ್ಯಕ್ಕೆ ಹಿಡಿದಿರುವ ಗ್ರಹಣಗಳಿಗೆ ಮುಕ್ತಿಕೊಡುತ್ತೇನೆ ನನ್ನ ಪರೀಕ್ಷೆ ಮಾಡಿ ಎಂದು ಜೆಡಿಎಸ್ ರಾಜ್ಯಾಧ್ಯಕ್ಷ ಹಾಗೂ ಕೇಂದ್ರ ಸಚಿವ ಕುಮಾರಸ್ವಾಮಿ ಕೋರಿದರು. ಕೆಂಪೇಗೌಡರ ಬಳಿಯ ಮೈದಾನದಲ್ಲಿ ನಡೆದ ಜನತಾ ಸಮಾವೇಶ ಹಾಗೂ ಜೆಡಿಎಸ್ ಬೆಳ್ಳಿಹಬ್ಬ ಸಂಭ್ರಮಾಚರಣೆ ಸಮಾವೇಶದಲ್ಲಿ ಮಾತನಾಡಿದ ಅವರು, ಕರ್ನಾಟಕಕ್ಕೆ ಗ್ರಹಣ ಹಿಡಿದಿದೆ. ಜೆಡಿಎಸ್ ಮೈತ್ರಿ ಸರ್ಕಾರ ಬಂದಾಗ ಗ್ರಹಣದಿಂದ ಮುಕ್ತಿ ಪಡೆಯಲಿದೆ. ನಾನು ಎರಡು ಬಾರಿ ಮುಖ್ಯಮಂತ್ರಿ ಆಗಿದ್ದು, ಸ್ವತಂತ್ರ ಸರ್ಕಾರ ನಡೆಸಲಿಲ್ಲ. xyxy=(6,466,224,760)
